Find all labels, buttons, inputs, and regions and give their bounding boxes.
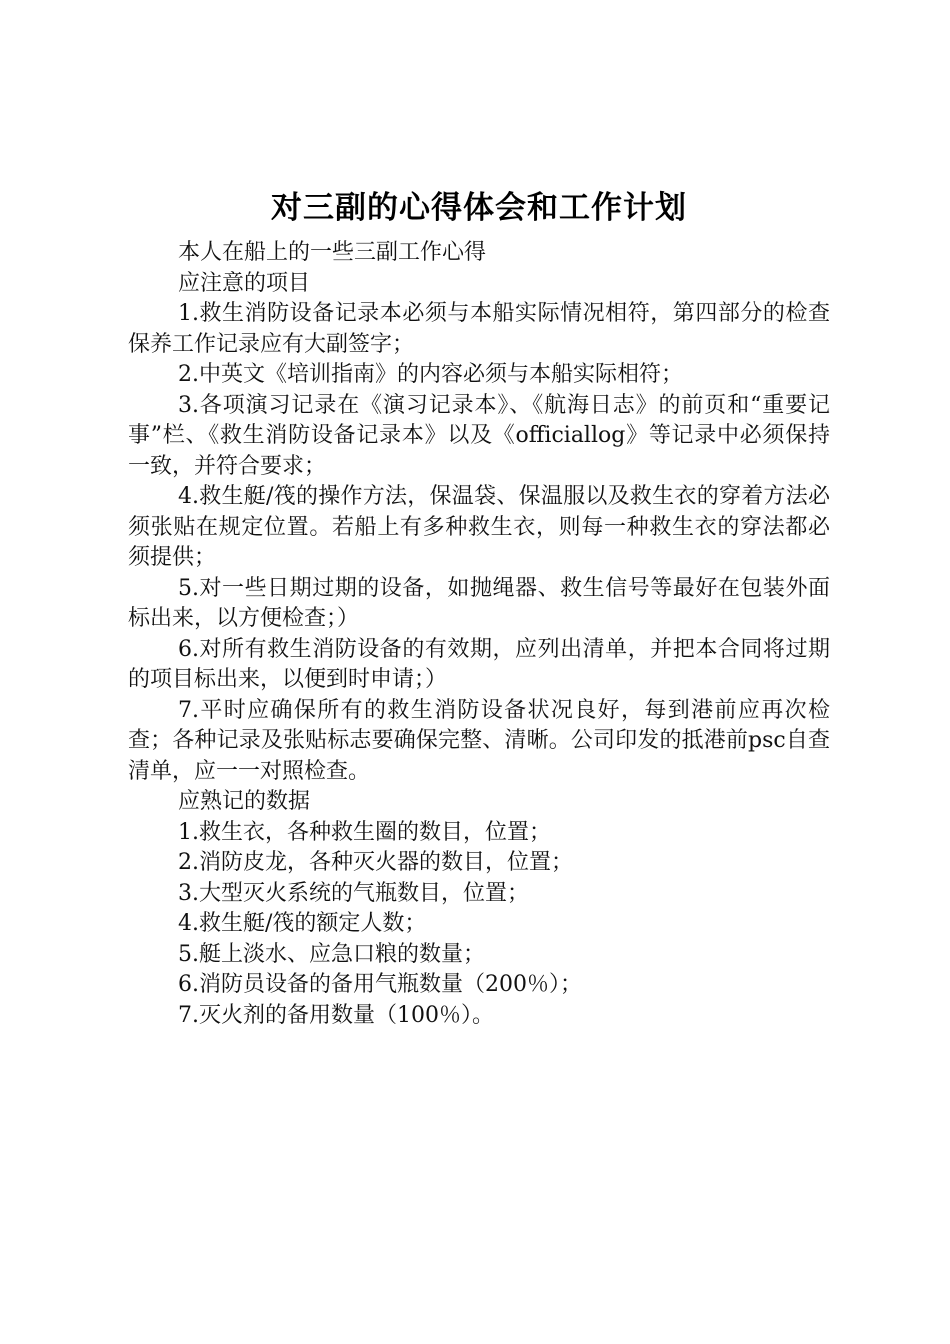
section-heading-notes: 应注意的项目 xyxy=(178,270,311,296)
paragraph-intro: 本人在船上的一些三副工作心得 xyxy=(178,240,487,265)
list-item: 1.救生消防设备记录本必须与本船实际情况相符，第四部分的检查保养工作记录应有大副签字； xyxy=(128,301,830,357)
list-item: 6.对所有救生消防设备的有效期，应列出清单，并把本合同将过期的项目标出来，以便到时申请；） xyxy=(128,636,830,692)
list-item: 3.大型灭火系统的气瓶数目，位置； xyxy=(178,880,529,906)
list-item: 7.平时应确保所有的救生消防设备状况良好，每到港前应再次检查；各种记录及张贴标志要确保完整、清晰。公司印发的抵港前psc自查清单，应一一对照检查。 xyxy=(128,697,830,784)
list-item: 4.救生艇/筏的额定人数； xyxy=(178,911,427,936)
list-item: 2.中英文《培训指南》的内容必须与本船实际相符； xyxy=(178,362,683,387)
list-item: 6.消防员设备的备用气瓶数量（200％）； xyxy=(178,972,582,997)
list-item: 3.各项演习记录在《演习记录本》、《航海日志》的前页和“重要记事”栏、《救生消防设备记录本》以及《officiallog》等记录中必须保持一致，并符合要求； xyxy=(128,392,830,479)
list-item: 5.艇上淡水、应急口粮的数量； xyxy=(178,941,485,967)
document-title: 对三副的心得体会和工作计划 xyxy=(271,190,687,226)
list-item: 2.消防皮龙，各种灭火器的数目，位置； xyxy=(178,850,573,875)
list-item: 4.救生艇/筏的操作方法，保温袋、保温服以及救生衣的穿着方法必须张贴在规定位置。若船上有多种救生衣，则每一种救生衣的穿法都必须提供； xyxy=(128,484,830,570)
list-item: 5.对一些日期过期的设备，如抛绳器、救生信号等最好在包装外面标出来，以方便检查；） xyxy=(128,575,830,631)
section-heading-data: 应熟记的数据 xyxy=(178,789,311,814)
document-body xyxy=(128,186,830,1031)
list-item: 1.救生衣，各种救生圈的数目，位置； xyxy=(178,819,551,845)
list-item: 7.灭火剂的备用数量（100％）。 xyxy=(178,1002,494,1028)
